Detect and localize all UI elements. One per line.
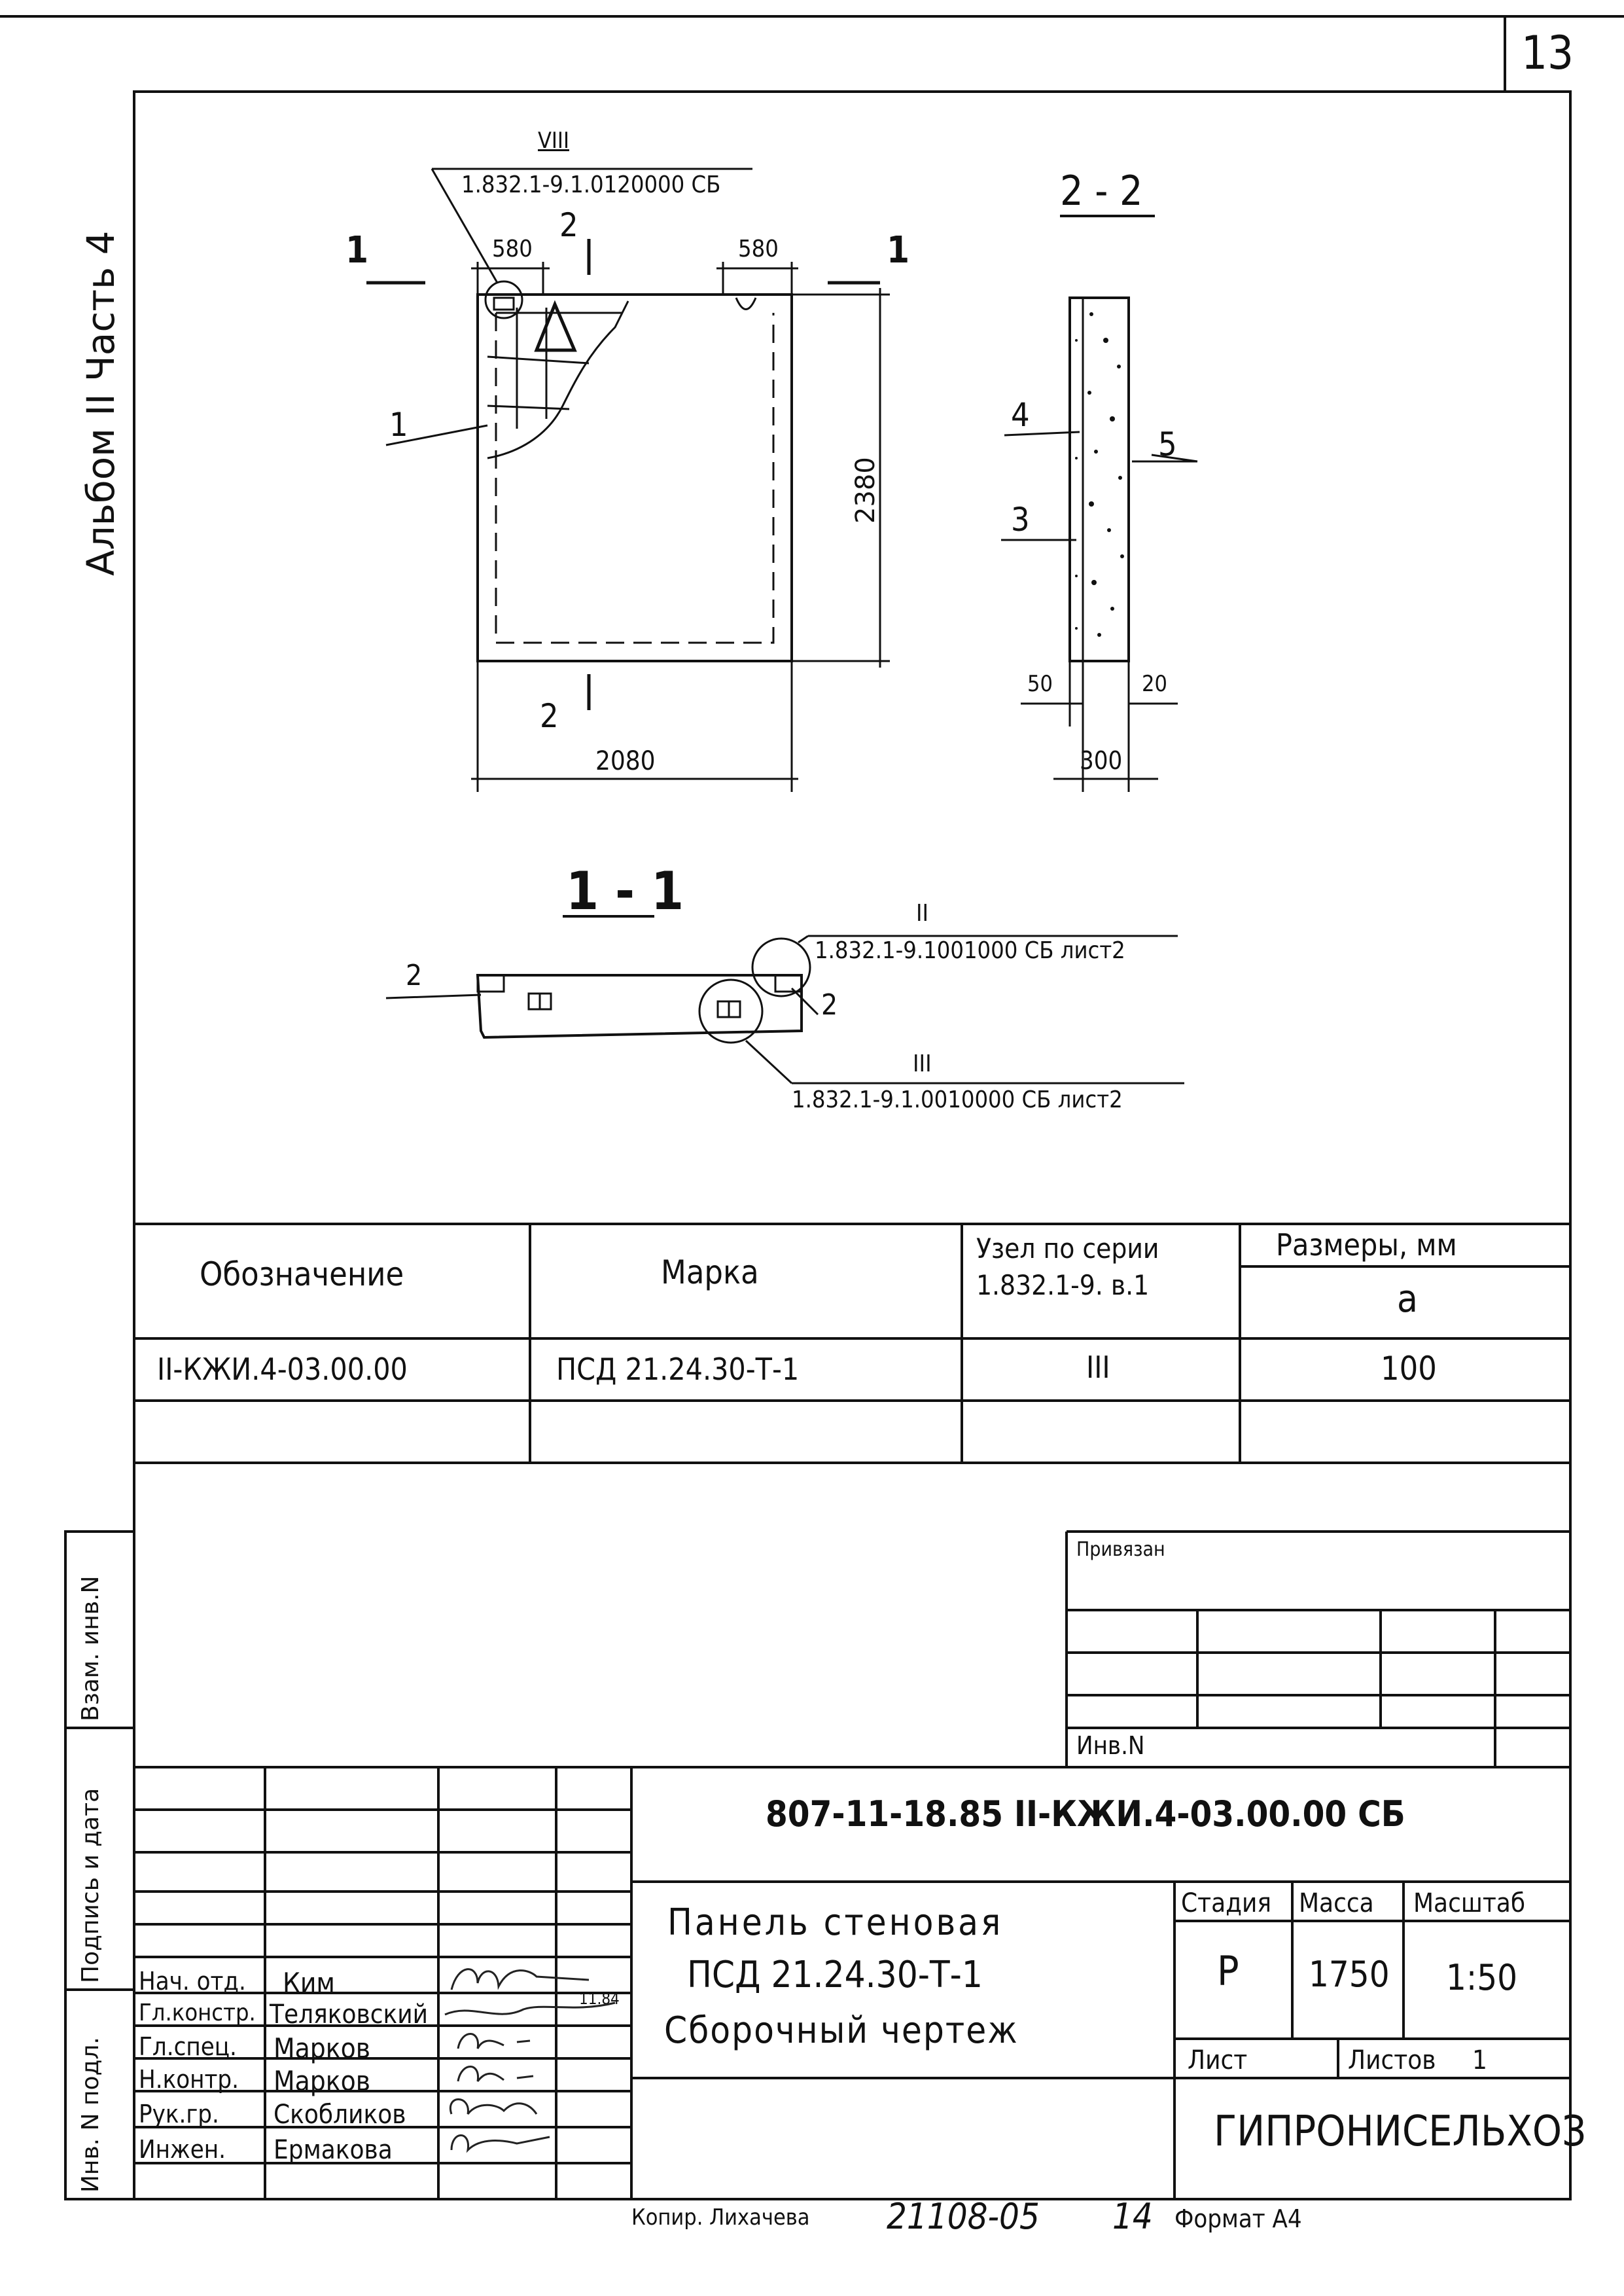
stamp-signature-date: Подпись и дата	[77, 1787, 104, 1983]
node-viii-mark: VIII	[538, 128, 569, 154]
header-mark: Марка	[661, 1253, 759, 1291]
staff-role-6: Инжен.	[139, 2135, 226, 2164]
node-ii-mark: II	[916, 900, 929, 927]
row-size-a: 100	[1381, 1350, 1437, 1388]
title-line-3: Сборочный чертеж	[664, 2009, 1019, 2052]
row-designation: II-КЖИ.4-03.00.00	[157, 1352, 408, 1387]
section-2-2-title: 2 - 2	[1060, 167, 1143, 215]
stage-label: Стадия	[1181, 1888, 1272, 1918]
node-ii-ref: 1.832.1-9.1001000 СБ лист2	[815, 937, 1125, 964]
row-node: III	[1086, 1350, 1110, 1385]
binding-inv: Инв.N	[1076, 1731, 1145, 1760]
drawing-code: 807-11-18.85 II-КЖИ.4-03.00.00 СБ	[766, 1793, 1405, 1835]
footer-number: 21108-05	[887, 2196, 1040, 2237]
binding-title: Привязан	[1076, 1538, 1165, 1561]
callout-1: 1	[389, 406, 408, 444]
mass-value: 1750	[1309, 1954, 1390, 1995]
staff-name-4: Марков	[274, 2065, 370, 2097]
callout-3: 3	[1011, 501, 1030, 539]
signature-date: 11.84	[579, 1990, 620, 2008]
signature-ermakova	[451, 2136, 550, 2151]
stamp-replaced-inv: Взам. инв.N	[77, 1575, 104, 1721]
sheets-value: 1	[1472, 2045, 1487, 2075]
staff-name-2: Теляковский	[270, 2000, 429, 2030]
sheet-label: Лист	[1188, 2045, 1248, 2075]
sheets-label: Листов	[1348, 2045, 1436, 2075]
header-node: Узел по серии 1.832.1-9. в.1	[976, 1232, 1159, 1301]
signature-kim	[451, 1969, 589, 1990]
dim-section-left: 50	[1027, 671, 1053, 697]
header-size-a: a	[1397, 1276, 1418, 1321]
dim-section-right: 20	[1142, 671, 1167, 697]
node-iii-ref: 1.832.1-9.1.0010000 СБ лист2	[792, 1086, 1123, 1113]
dim-top-left: 580	[492, 236, 533, 262]
staff-name-6: Ермакова	[274, 2135, 393, 2165]
staff-role-5: Рук.гр.	[139, 2100, 219, 2128]
callout-4: 4	[1011, 396, 1030, 434]
callout-2-right: 2	[821, 988, 838, 1022]
header-designation: Обозначение	[200, 1255, 404, 1293]
title-line-2: ПСД 21.24.30-Т-1	[687, 1954, 983, 1996]
staff-role-4: Н.контр.	[139, 2065, 239, 2094]
footer-copied: Копир. Лихачева	[631, 2204, 810, 2231]
header-sizes: Размеры, мм	[1276, 1227, 1457, 1263]
title-line-1: Панель стеновая	[667, 1901, 1004, 1944]
cut-marker-left: 1	[345, 229, 369, 272]
row-mark: ПСД 21.24.30-Т-1	[556, 1352, 800, 1387]
footer-page: 14	[1112, 2196, 1153, 2237]
callout-5: 5	[1158, 425, 1177, 463]
scale-value: 1:50	[1446, 1957, 1518, 1998]
signature-markov-2	[458, 2067, 533, 2082]
staff-role-2: Гл.констр.	[139, 2000, 256, 2026]
staff-name-1: Ким	[283, 1967, 335, 1999]
page-number: 13	[1521, 26, 1574, 80]
signature-telyakovsky	[445, 2003, 615, 2015]
dim-height: 2380	[851, 457, 881, 524]
stamp-original-inv: Инв. N подл.	[77, 2037, 104, 2193]
mass-label: Масса	[1299, 1888, 1374, 1918]
staff-role-3: Гл.спец.	[139, 2032, 237, 2061]
section-1-1-title: 1 - 1	[566, 861, 684, 922]
node-viii-ref: 1.832.1-9.1.0120000 СБ	[461, 171, 721, 198]
cut-marker-bottom: 2	[540, 697, 559, 735]
staff-name-5: Скобликов	[274, 2100, 406, 2130]
dim-width: 2080	[595, 746, 656, 776]
cut-marker-right: 1	[887, 229, 910, 272]
node-iii-mark: III	[913, 1050, 932, 1077]
organization: ГИПРОНИСЕЛЬХОЗ	[1214, 2108, 1586, 2156]
scale-label: Масштаб	[1413, 1888, 1526, 1918]
album-label: Альбом II Часть 4	[79, 230, 123, 576]
dim-top-right: 580	[738, 236, 779, 262]
stage-value: Р	[1217, 1947, 1239, 1995]
signature-skoblikov	[450, 2100, 537, 2115]
staff-role-1: Нач. отд.	[139, 1967, 246, 1996]
staff-name-3: Марков	[274, 2032, 370, 2064]
dim-section-total: 300	[1080, 746, 1123, 775]
callout-2-left: 2	[406, 959, 423, 992]
signature-markov-1	[458, 2034, 530, 2049]
cut-marker-top: 2	[559, 206, 578, 244]
footer-format: Формат А4	[1174, 2204, 1302, 2233]
